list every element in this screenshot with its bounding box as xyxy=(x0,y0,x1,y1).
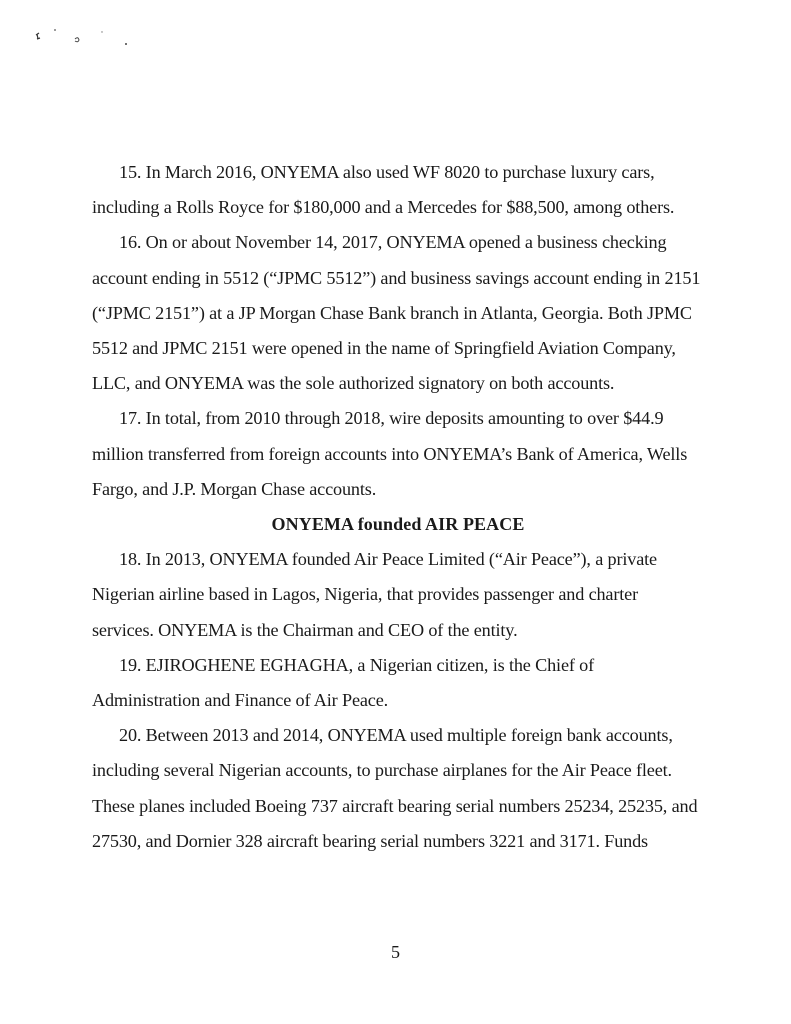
paragraph-15: 15. In March 2016, ONYEMA also used WF 8020 to purchase luxury cars, including a Rolls Royce for $180,000 and a Mercedes for $88,500, among others. xyxy=(92,162,675,218)
paragraph-19: 19. EJIROGHENE EGHAGHA, a Nigerian citizen, is the Chief of Administration and Finance of Air Peace. xyxy=(92,654,595,711)
paragraph-18: 18. In 2013, ONYEMA founded Air Peace Limited (“Air Peace”), a private Nigerian airline based in Lagos, Nigeria, that provides passenger and charter services. ONYEMA is the Chairman and CEO of the entity. xyxy=(92,549,657,640)
paragraph-17: 17. In total, from 2010 through 2018, wire deposits amounting to over $44.9 million transferred from foreign accounts into ONYEMA’s Bank of America, Wells Fargo, and J.P. Morgan Chase accounts. xyxy=(92,408,688,499)
paragraph-16: 16. On or about November 14, 2017, ONYEMA opened a business checking account ending in 5512 (“JPMC 5512”) and business savings account ending in 2151 (“JPMC 2151”) at a JP Morgan Chase Bank branch in Atlanta, Georgia. Both JPMC 5512 and JPMC 2151 were opened in the name of Springfield Aviation Company, LLC, and ONYEMA was the sole authorized signatory on both accounts. xyxy=(92,232,701,394)
scan-specks xyxy=(30,26,140,52)
section-heading: ONYEMA founded AIR PEACE xyxy=(271,514,525,535)
document-body xyxy=(92,155,704,859)
page-number: 5 xyxy=(391,942,400,962)
paragraph-20: 20. Between 2013 and 2014, ONYEMA used multiple foreign bank accounts, including several Nigerian accounts, to purchase airplanes for the Air Peace fleet. These planes included Boeing 737 aircraft bearing serial numbers 25234, 25235, and 27530, and Dornier 328 aircraft bearing serial numbers 3221 and 3171. Funds xyxy=(92,725,698,851)
